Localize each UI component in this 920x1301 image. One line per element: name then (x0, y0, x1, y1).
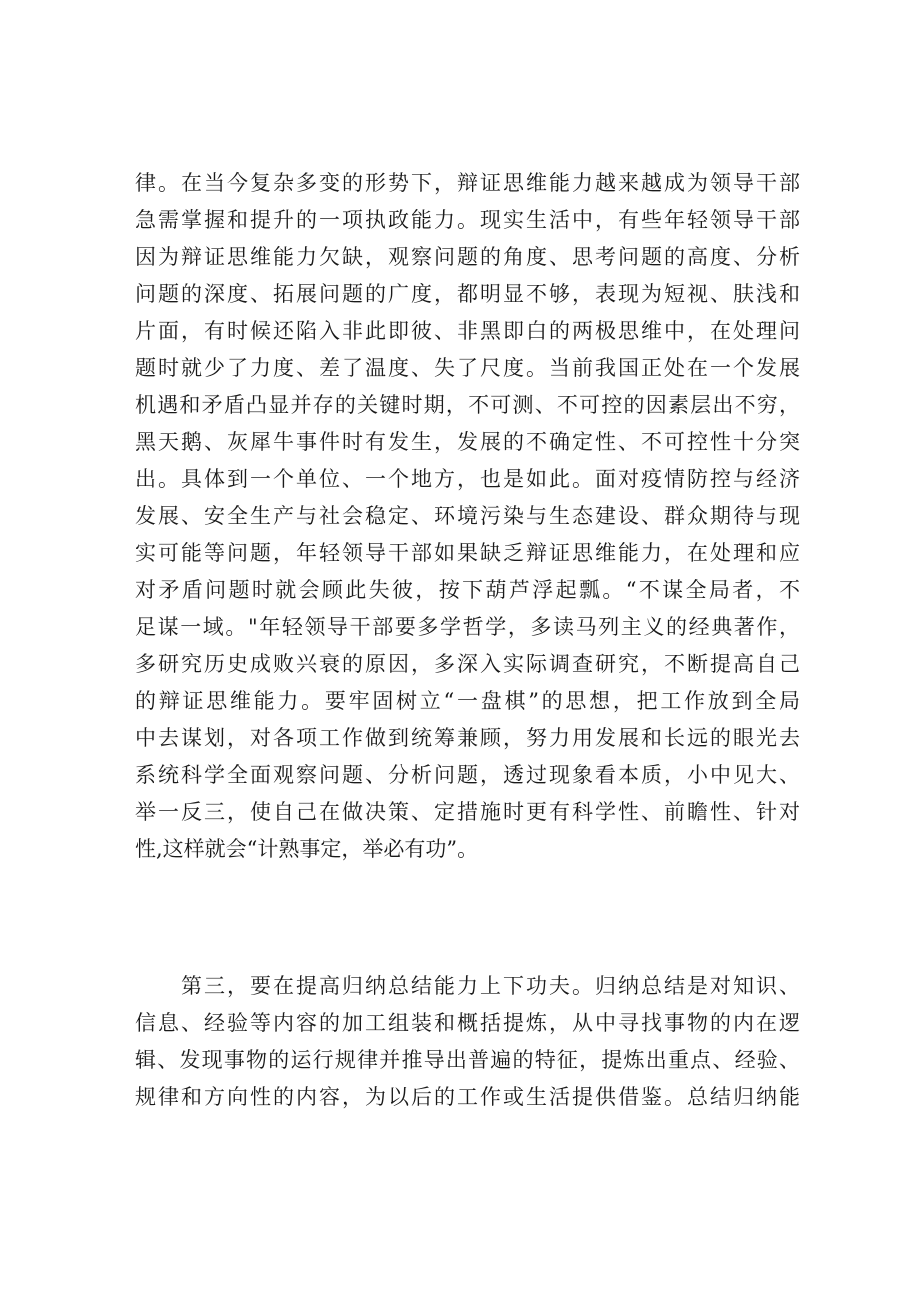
text-line: 多研究历史成败兴衰的原因，多深入实际调查研究，不断提高自己 (135, 652, 800, 676)
text-line: 题时就少了力度、差了温度、失了尺度。当前我国正处在一个发展 (135, 356, 800, 380)
text-line: 的辩证思维能力。要牢固树立“一盘棋”的思想，把工作放到全局 (135, 689, 800, 713)
text-line: 片面，有时候还陷入非此即彼、非黑即白的两极思维中，在处理问 (135, 319, 800, 343)
text-line: 律。在当今复杂多变的形势下，辩证思维能力越来越成为领导干部 (135, 171, 800, 195)
text-line: 黑天鹅、灰犀牛事件时有发生，发展的不确定性、不可控性十分突 (135, 430, 800, 454)
text-line: 因为辩证思维能力欠缺，观察问题的角度、思考问题的高度、分析 (135, 245, 800, 269)
text-line: 发展、安全生产与社会稳定、环境污染与生态建设、群众期待与现 (135, 504, 800, 528)
text-line: 中去谋划，对各项工作做到统筹兼顾，努力用发展和长远的眼光去 (135, 726, 800, 750)
text-line: 第三，要在提高归纳总结能力上下功夫。归纳总结是对知识、 (181, 974, 800, 998)
text-line: 足谋一域。"年轻领导干部要多学哲学，多读马列主义的经典著作， (135, 615, 800, 639)
text-line: 系统科学全面观察问题、分析问题，透过现象看本质，小中见大、 (135, 763, 800, 787)
text-line: 出。具体到一个单位、一个地方，也是如此。面对疫情防控与经济 (135, 467, 800, 491)
text-line: 问题的深度、拓展问题的广度，都明显不够，表现为短视、肤浅和 (135, 282, 800, 306)
paragraph-summarization-ability (135, 968, 800, 1116)
text-line: 规律和方向性的内容，为以后的工作或生活提供借鉴。总结归纳能 (135, 1085, 800, 1109)
text-line: 机遇和矛盾凸显并存的关键时期，不可测、不可控的因素层出不穷， (135, 393, 800, 417)
text-line: 信息、经验等内容的加工组装和概括提炼，从中寻找事物的内在逻 (135, 1011, 800, 1035)
text-line: 辑、发现事物的运行规律并推导出普遍的特征，提炼出重点、经验、 (135, 1048, 800, 1072)
text-line: 对矛盾问题时就会顾此失彼，按下葫芦浮起瓢。“不谋全局者，不 (135, 578, 800, 602)
text-line: 实可能等问题，年轻领导干部如果缺乏辩证思维能力，在处理和应 (135, 541, 800, 565)
paragraph-dialectical-thinking (135, 165, 800, 868)
text-line: 举一反三，使自己在做决策、定措施时更有科学性、前瞻性、针对 (135, 800, 800, 824)
text-line: 性,这样就会“计熟事定，举必有功”。 (135, 837, 479, 861)
text-line: 急需掌握和提升的一项执政能力。现实生活中，有些年轻领导干部 (135, 208, 800, 232)
